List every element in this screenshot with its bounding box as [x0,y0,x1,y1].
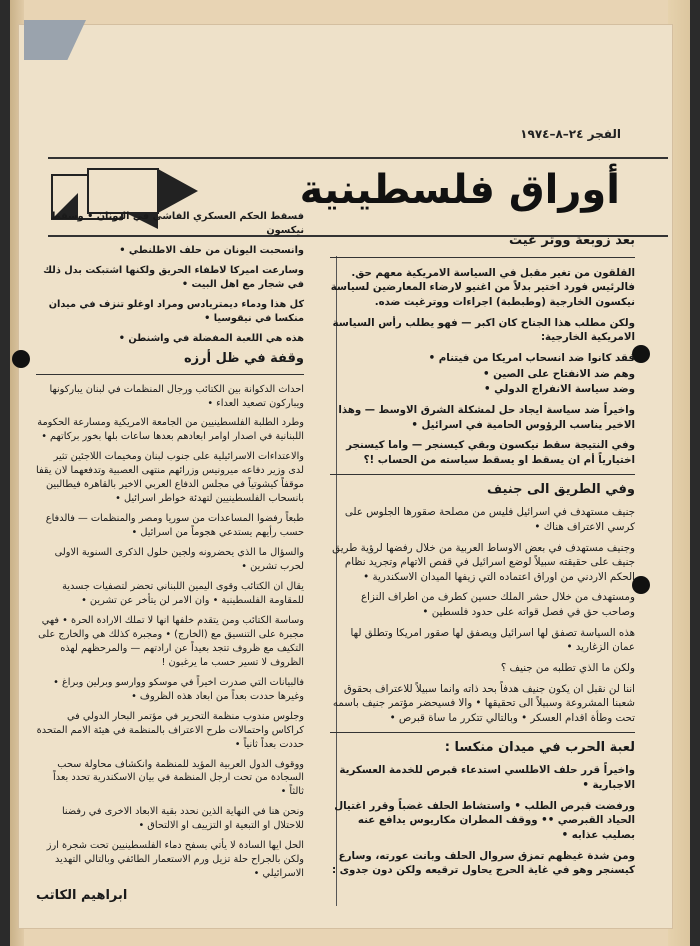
paragraph: فقد كانوا ضد انسحاب امريكا من فيتنام • [428,351,635,364]
section-heading: بعد زوبعة ووتر غيت [508,233,635,248]
dateline: الفجر ٢٤–٨–١٩٧٤ [520,127,621,141]
paragraph: وضد سياسة الانفراج الدولي • [484,383,635,396]
right-column [330,228,635,884]
paragraph: هذه السياسة تصفق لها اسرائيل ويصفق لها صقور امريكا وتطلق لها عمان الزغاريد • [350,626,635,654]
paragraph: طبعاً رفضوا المساعدات من سوريا ومصر والمنظمات — فالدفاع حسب رأيهم يستدعي هجوماً من اسرائيل • [45,513,304,539]
section-heading: وفي الطريق الى جنيف [487,481,635,497]
paragraph: وهم ضد الانفتاح على الصين • [483,367,635,380]
paragraph: فالبيانات التي صدرت اخيراً في موسكو ووارسو وبرلين وبراغ • وغيرها حددت بعداً من ابعاد هذه الظروف • [53,676,304,702]
paragraph: وساسة الكتائب ومن يتقدم خلفها انها لا تملك الارادة الحرة • فهي مجبرة على التنسيق مع (الخارج) • ومجبرة كذلك هي والخارج على التكيف مع ظروف تتجد بعيداً عن ارادتهم — والمرحظهم لهذه الظروف لا تسير حسب ما يرغبون ! [38,614,304,668]
left-column [36,210,304,903]
paragraph: وسارعت اميركا لاطفاء الحريق ولكنها اشتبكت بدل ذلك في شجار مع اهل البيت • [43,264,304,290]
paragraph: واخيراً ضد سياسة ايجاد حل لمشكلة الشرق الاوسط — وهذا الاخير يناسب الرؤوس الحامية في اسرائيل • [338,403,635,431]
paragraph: وفي النتيجة سقط نيكسون وبقي كيسنجر — واما كيسنجر اختيارياً أم ان يسقط او يسقط سياسته من الحساب !؟ [346,439,635,466]
paragraph: ورفضت قبرص الطلب • واستشاط الحلف غضباً وقرر اغتيال الحياد القبرصي •• ووقف المطران مكاريوس يدافع عنه بصليب عذابه • [334,799,635,841]
divider [330,732,635,733]
paragraph: فسقط الحكم العسكري الفاشي في اليونان • وسقط نيكسون [50,211,304,236]
paragraph: القلقون من تغير مقبل في السياسة الامريكية معهم حق. فالرئيس فورد اختير بدلاً من اغنيو لارضاء المعارضين لسياسة نيكسون الخارجية (وطبطبة) اجراءات ووترغيت ضده. [330,266,635,308]
paragraph: وجنيف مستهدف في بعض الاوساط العربية من خلال رفضها لرؤية طريق جنيف على حقيقته سبيلاً لوضع اسرائيل في قفص الاتهام وتجريد نظام الحكم الاردني من اوراق اعتماده التي زيفها الميدان الاسكندرية • [332,541,635,583]
paragraph: كل هذا ودماء ديمتريادس ومراد اوغلو تنزف في ميدان منكسا في نيقوسيا • [48,298,304,324]
section-heading: لعبة الحرب في ميدان منكسا : [444,739,635,755]
paragraph: جنيف مستهدف في اسرائيل فليس من مصلحة صقورها الجلوس على كرسي الاعتراف هناك • [344,506,635,533]
paragraph: اننا لن نقبل ان يكون جنيف هدفاً بحد ذاته وانما سبيلاً للاعتراف بحقوق شعبنا المشروعة وسبيلاً الى تحقيقها • والا فسيحضر مؤتمر جنيف باسمه تحت وطأة اقدام العسكر • وبالتالي تتكرر ما ساة قبرص • [332,682,635,725]
divider [330,474,635,475]
page-title: أوراق فلسطينية [299,167,620,213]
paragraph: الحل ايها السادة لا يأتي بسفح دماء الفلسطينيين تحت شجرة ارز ولكن بالجراح حلة تزيل ورم الاستعمار الطائفي وبالتالي التهديد الاسرائيلي • [46,840,304,880]
paragraph: ومستهدف من خلال حشر الملك حسين كطرف من اطراف النزاع وصاحب حق في فصل قواته على حدود فلسطين • [360,591,635,619]
divider [330,257,635,258]
paragraph: ولكن ما الذي تطلبه من جنيف ؟ [500,662,635,675]
paragraph: وطرد الطلبة الفلسطينيين من الجامعة الامريكية ومسارعة الحكومة اللبنانية في اصدار اوامر ابعادهم بعدها ساعات بلها بخور بركاتهم • [37,417,304,443]
author-signature: ابراهيم الكاتب [36,888,128,904]
divider [36,374,304,375]
paragraph: وجلوس مندوب منظمة التحرير في مؤتمر البحار الدولي في كراكاس واحتمالات طرح الاعتراف بالمنظمة في هيئة الامم المتحدة حددت بعداً ثانياً • [36,710,304,750]
paragraph: هذه هي اللعبة المفضلة في واشنطن • [118,332,304,344]
paragraph: ونحن هنا في النهاية الذين نحدد بقية الابعاد الاخرى في رفضنا للاحتلال او التبعية او التزييف او الالتحاق • [61,806,304,832]
punch-hole-left [12,350,30,368]
paragraph: يقال ان الكتائب وقوى اليمين اللبناني تحضر لتصفيات جسدية للمقاومة الفلسطينية • وان الامر لن يتأخر عن تشرين • [62,581,304,606]
paragraph: وانسحبت اليونان من حلف الاطلنطي • [119,244,304,256]
paragraph: ولكن مطلب هذا الجناح كان اكبر — فهو يطلب رأس السياسة الامريكية الخارجية: [332,316,635,344]
section-heading: وقفة في ظل أرزه [183,350,304,366]
paragraph: واخيراً قرر حلف الاطلسي استدعاء قبرص للخدمة العسكرية الاجبارية • [339,764,635,792]
paragraph: احداث الدكوانة بين الكتائب ورجال المنظمات في لبنان يباركونها ويباركون تصعيد العداء • [49,383,304,409]
paragraph: ومن شدة غيظهم تمزق سروال الحلف وبانت عورته، وسارع كيسنجر وهو في غاية الحرج يحاول ترقيعه ولكن دون جدوى : [331,849,635,877]
paragraph: ووقوف الدول العربية المؤيد للمنظمة وانكشاف محاولة سحب السجادة من تحت ارجل المنظمة في بيان الاسكندرية تحدد بعداً ثالثاً • [53,758,304,798]
paragraph: والسؤال ما الذي يحضرونه ولجين حلول الذكرى السنوية الاولى لحرب تشرين • [54,547,304,573]
paragraph: والاعتداءات الاسرائيلية على جنوب لبنان ومخيمات اللاجئين تثير لدى وزير دفاعه ميرونيس وزرائهم منتهى العصبية وتدفعهما لان يقفا موقفاً كيشوتياً في مجلس الدفاع العربي الاخير بالقاهرة فيطالبين بانسحاب الفلسطينيين لتهدئة خواطر اسرائيل • [36,451,304,505]
